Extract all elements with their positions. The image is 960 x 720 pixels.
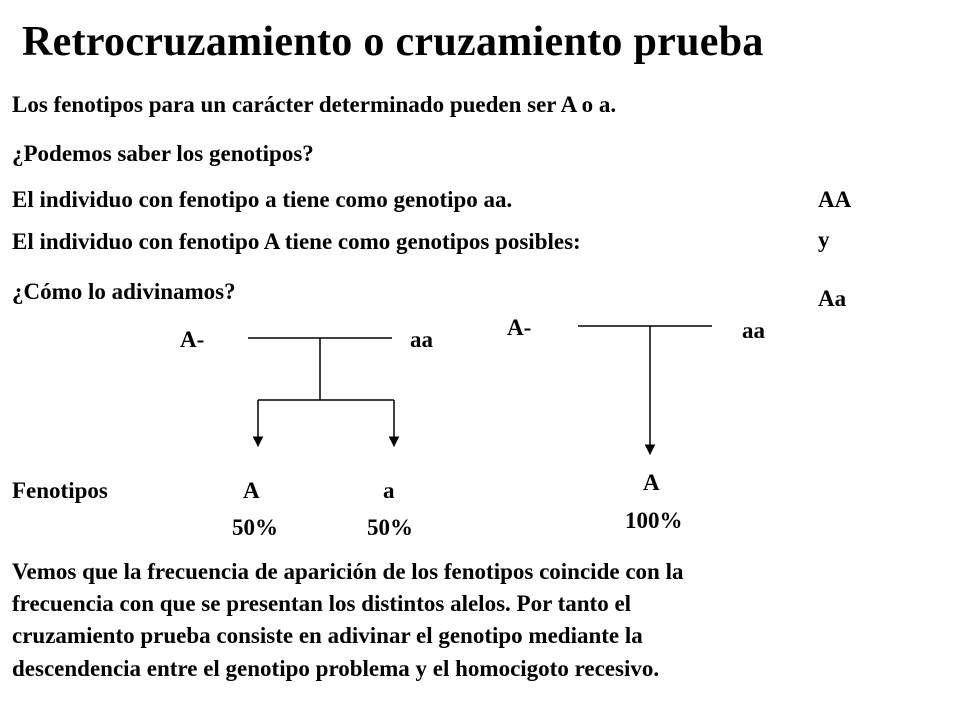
cross1-parent-recessive: aa — [410, 327, 433, 352]
conclusion-paragraph — [12, 556, 952, 685]
cross1-offspring-phenotype: a — [383, 478, 395, 503]
cross2-lines — [578, 326, 712, 454]
cross1-offspring-percent: 50% — [232, 515, 278, 540]
cross2-parent-dominant: A- — [507, 315, 532, 340]
cross1-parent-dominant: A- — [180, 327, 205, 352]
intro-line-phenotypes: Los fenotipos para un carácter determinado pueden ser A o a. — [12, 92, 617, 117]
conclusion-line: frecuencia con que se presentan los distintos alelos. Por tanto el — [12, 591, 632, 617]
genotype-homozygous: AA — [818, 187, 852, 212]
cross1-offspring-phenotype: A — [243, 478, 260, 503]
genotype-heterozygous: Aa — [818, 286, 847, 311]
conclusion-line: Vemos que la frecuencia de aparición de los fenotipos coincide con la — [12, 559, 684, 584]
cross1-offspring-percent: 50% — [367, 515, 413, 540]
cross2-offspring-phenotype: A — [643, 470, 660, 495]
question-how: ¿Cómo lo adivinamos? — [12, 279, 236, 304]
cross1-lines — [248, 338, 394, 446]
page-title: Retrocruzamiento o cruzamiento prueba — [22, 19, 764, 65]
genotype-connector: y — [818, 227, 830, 252]
conclusion-line: descendencia entre el genotipo problema y el homocigoto recesivo. — [12, 655, 660, 681]
line-dominant-genotypes: El individuo con fenotipo A tiene como genotipos posibles: — [12, 229, 581, 254]
phenotypes-label: Fenotipos — [12, 478, 108, 503]
line-recessive-genotype: El individuo con fenotipo a tiene como genotipo aa. — [12, 187, 513, 212]
cross2-offspring-percent: 100% — [625, 508, 683, 533]
question-genotypes: ¿Podemos saber los genotipos? — [12, 141, 314, 166]
conclusion-line: cruzamiento prueba consiste en adivinar el genotipo mediante la — [12, 623, 643, 649]
cross2-parent-recessive: aa — [742, 318, 765, 343]
